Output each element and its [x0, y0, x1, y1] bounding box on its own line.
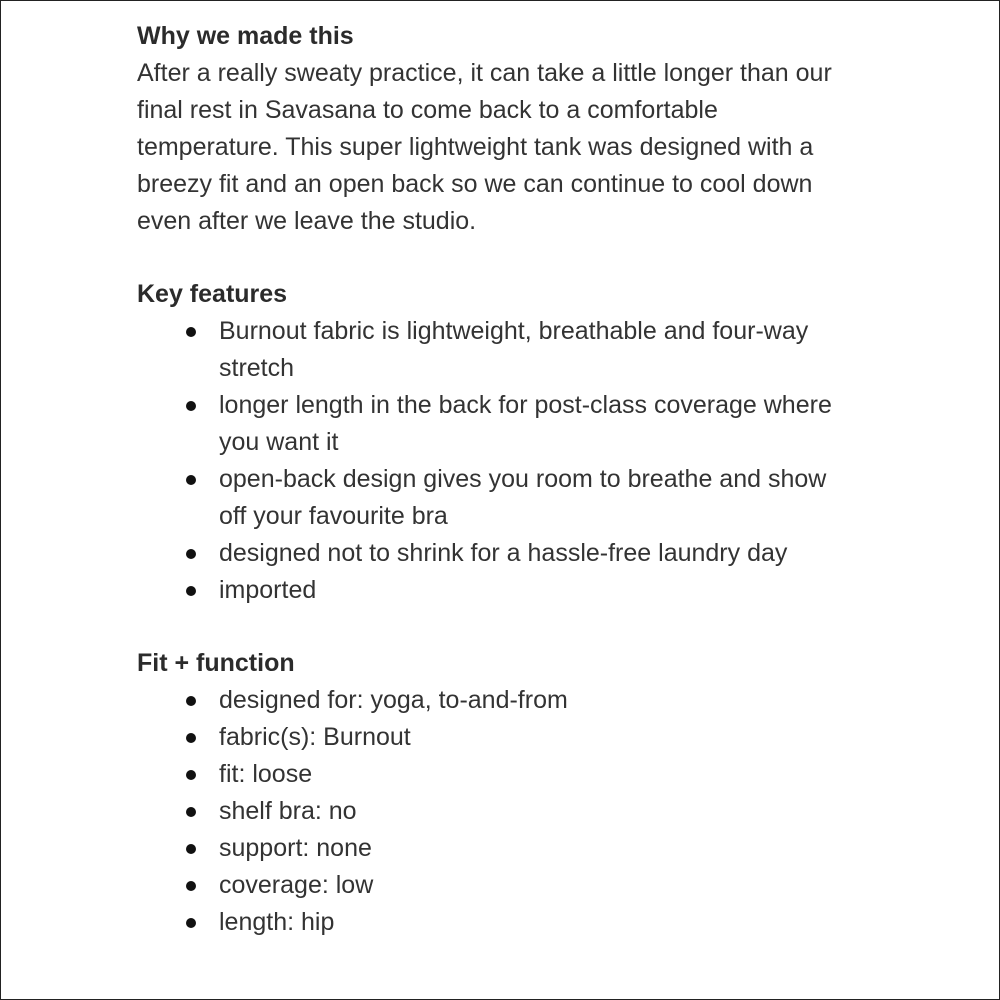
bullet-icon: [186, 696, 196, 706]
list-item: [137, 904, 857, 941]
section-heading-why: Why we made this: [137, 22, 354, 50]
list-item-text: coverage: low: [219, 871, 374, 899]
fit-function-list: [137, 682, 857, 941]
bullet-icon: [186, 401, 196, 411]
list-item-text: designed not to shrink for a hassle-free laundry day: [219, 539, 788, 567]
list-item-text: fit: loose: [219, 760, 313, 788]
section-fit-function: [137, 645, 857, 941]
bullet-icon: [186, 475, 196, 485]
list-item-text: designed for: yoga, to-and-from: [219, 686, 568, 714]
list-item-text: imported: [219, 576, 317, 604]
product-description: [137, 18, 857, 941]
bullet-icon: [186, 770, 196, 780]
list-item-text: longer length in the back for post-class coverage where you want it: [219, 391, 832, 456]
key-features-list: [137, 313, 857, 609]
bullet-icon: [186, 733, 196, 743]
bullet-icon: [186, 586, 196, 596]
bullet-icon: [186, 327, 196, 337]
list-item: [137, 719, 857, 756]
list-item: [137, 535, 857, 572]
section-key-features: [137, 276, 857, 609]
list-item-text: support: none: [219, 834, 372, 862]
bullet-icon: [186, 807, 196, 817]
list-item-text: Burnout fabric is lightweight, breathable and four-way stretch: [219, 317, 809, 382]
list-item-text: fabric(s): Burnout: [219, 723, 411, 751]
why-body-text: After a really sweaty practice, it can take a little longer than our final rest in Savasana to come back to a comfortable temperature. This super lightweight tank was designed with a breezy fit and an open back so we can continue to cool down even after we leave the studio.: [137, 59, 832, 235]
list-item-text: length: hip: [219, 908, 335, 936]
list-item: [137, 682, 857, 719]
bullet-icon: [186, 918, 196, 928]
list-item: [137, 387, 857, 461]
list-item: [137, 572, 857, 609]
list-item-text: shelf bra: no: [219, 797, 357, 825]
bullet-icon: [186, 881, 196, 891]
list-item: [137, 461, 857, 535]
bullet-icon: [186, 549, 196, 559]
list-item: [137, 313, 857, 387]
section-heading-key-features: Key features: [137, 280, 288, 308]
section-why-we-made-this: [137, 18, 857, 240]
list-item: [137, 756, 857, 793]
list-item: [137, 830, 857, 867]
list-item: [137, 793, 857, 830]
list-item-text: open-back design gives you room to breathe and show off your favourite bra: [219, 465, 827, 530]
list-item: [137, 867, 857, 904]
bullet-icon: [186, 844, 196, 854]
section-heading-fit-function: Fit + function: [137, 649, 295, 677]
